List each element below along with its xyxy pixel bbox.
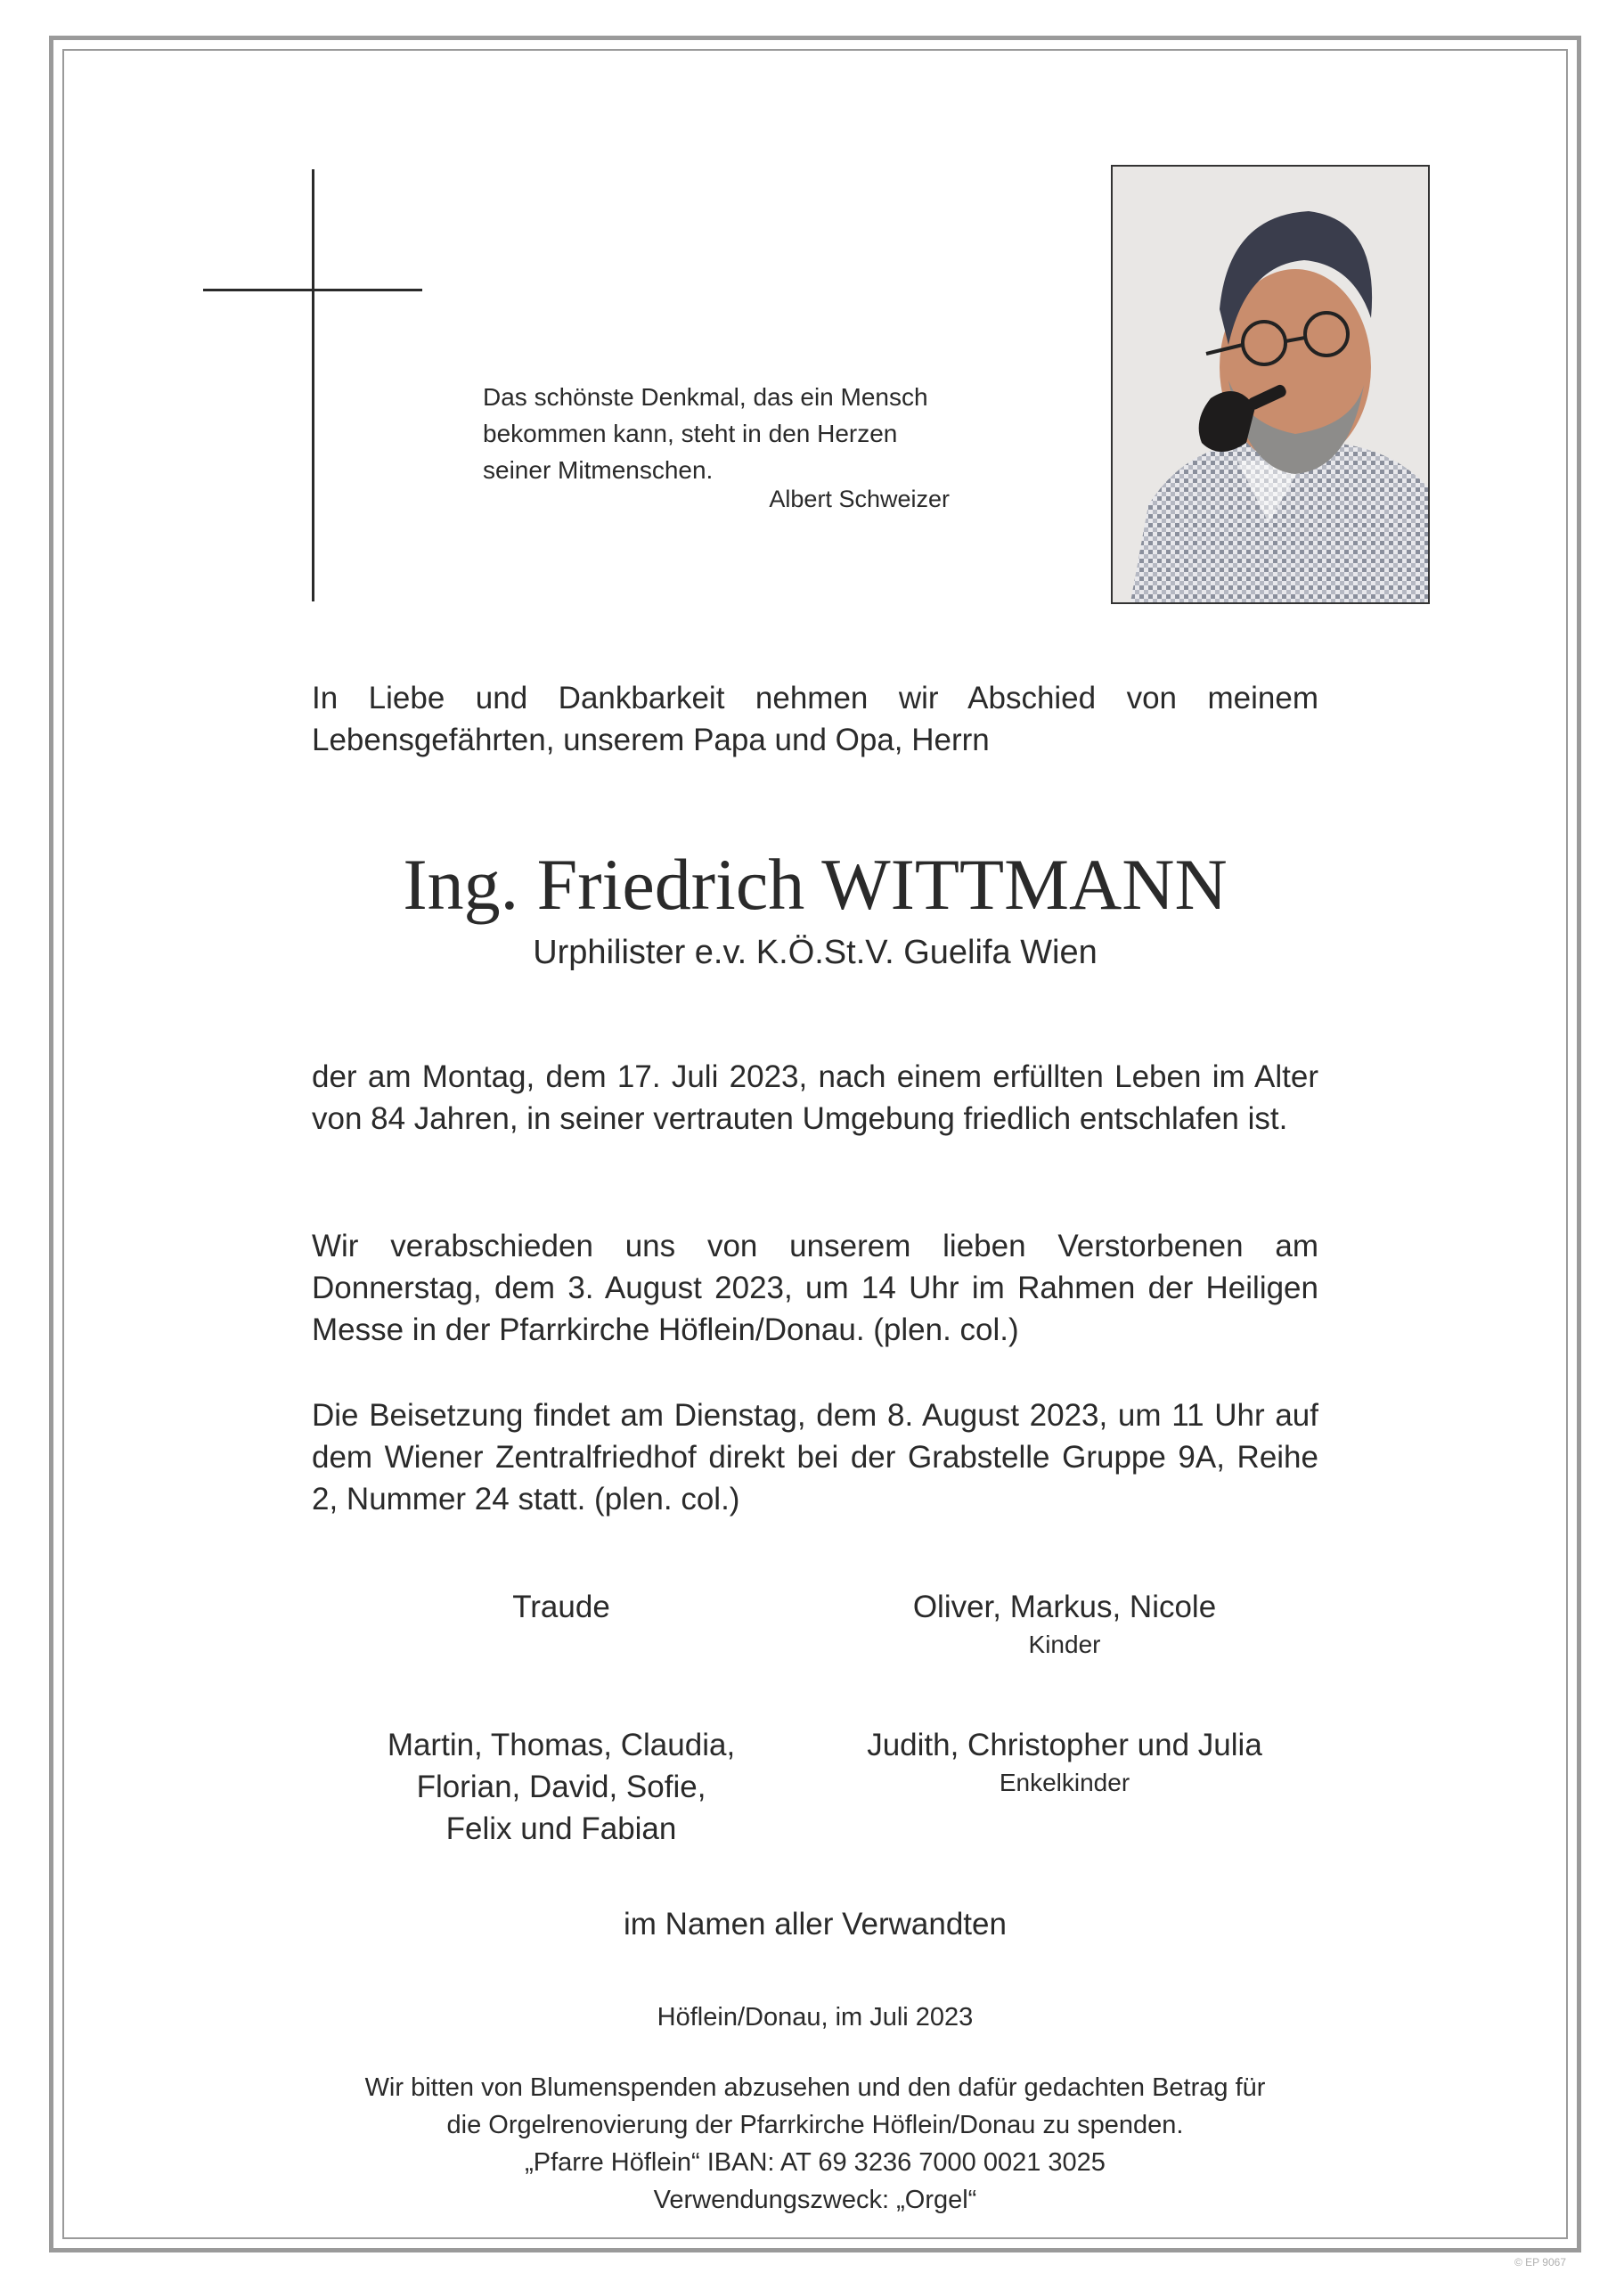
donation-line: die Orgelrenovierung der Pfarrkirche Höflein/Donau zu spenden. bbox=[446, 2111, 1184, 2139]
death-notice-paragraph: der am Montag, dem 17. Juli 2023, nach einem erfüllten Leben im Alter von 84 Jahren, in seiner vertrauten Umgebung friedlich entschlafen ist. bbox=[312, 1059, 1318, 1136]
grandchildren-line: Florian, David, Sofie, bbox=[416, 1770, 706, 1804]
deceased-affiliation: Urphilister e.v. K.Ö.St.V. Guelifa Wien bbox=[533, 934, 1098, 971]
cross-vertical-bar bbox=[312, 169, 314, 601]
quote-line: seiner Mitmenschen. bbox=[483, 456, 714, 484]
portrait-photo bbox=[1111, 165, 1430, 604]
children-names: Oliver, Markus, Nicole bbox=[912, 1590, 1217, 1624]
memorial-quote bbox=[483, 379, 955, 488]
grandchildren-line: Martin, Thomas, Claudia, bbox=[387, 1728, 736, 1762]
intro-paragraph: In Liebe und Dankbarkeit nehmen wir Abschied von meinem Lebensgefährten, unserem Papa und Opa, Herrn bbox=[312, 681, 1318, 757]
mourner-children bbox=[815, 1586, 1314, 1662]
children-relation: Kinder bbox=[1028, 1631, 1101, 1658]
partner-name: Traude bbox=[512, 1590, 610, 1624]
quote-line: Das schönste Denkmal, das ein Mensch bbox=[483, 383, 928, 411]
cross-horizontal-bar bbox=[203, 289, 422, 291]
mourner-grandchildren-right bbox=[815, 1724, 1314, 1800]
portrait-illustration bbox=[1113, 167, 1428, 602]
donation-line: Verwendungszweck: „Orgel“ bbox=[653, 2186, 977, 2214]
deceased-name: Ing. Friedrich WITTMANN bbox=[403, 844, 1228, 925]
mourner-grandchildren-left bbox=[312, 1724, 811, 1850]
mourner-partner bbox=[312, 1586, 811, 1628]
grandchildren-names: Judith, Christopher und Julia bbox=[867, 1728, 1262, 1762]
donation-line: Wir bitten von Blumenspenden abzusehen und den dafür gedachten Betrag für bbox=[364, 2073, 1266, 2102]
quote-line: bekommen kann, steht in den Herzen bbox=[483, 420, 898, 447]
donation-line: „Pfarre Höflein“ IBAN: AT 69 3236 7000 0021 3025 bbox=[525, 2148, 1106, 2177]
place-date: Höflein/Donau, im Juli 2023 bbox=[657, 2003, 974, 2032]
grandchildren-relation: Enkelkinder bbox=[999, 1769, 1130, 1796]
print-mark: © EP 9067 bbox=[1514, 2256, 1566, 2269]
on-behalf-line: im Namen aller Verwandten bbox=[624, 1907, 1007, 1942]
quote-author: Albert Schweizer bbox=[769, 486, 950, 512]
donation-note bbox=[178, 2069, 1452, 2219]
burial-notice-paragraph: Die Beisetzung findet am Dienstag, dem 8. August 2023, um 11 Uhr auf dem Wiener Zentralfriedhof direkt bei der Grabstelle Gruppe 9A, Reihe 2, Nummer 24 statt. (plen. col.) bbox=[312, 1398, 1318, 1517]
grandchildren-line: Felix und Fabian bbox=[445, 1811, 677, 1846]
mass-notice-paragraph: Wir verabschieden uns von unserem lieben Verstorbenen am Donnerstag, dem 3. August 2023, um 14 Uhr im Rahmen der Heiligen Messe in der Pfarrkirche Höflein/Donau. (plen. col.) bbox=[312, 1229, 1318, 1347]
